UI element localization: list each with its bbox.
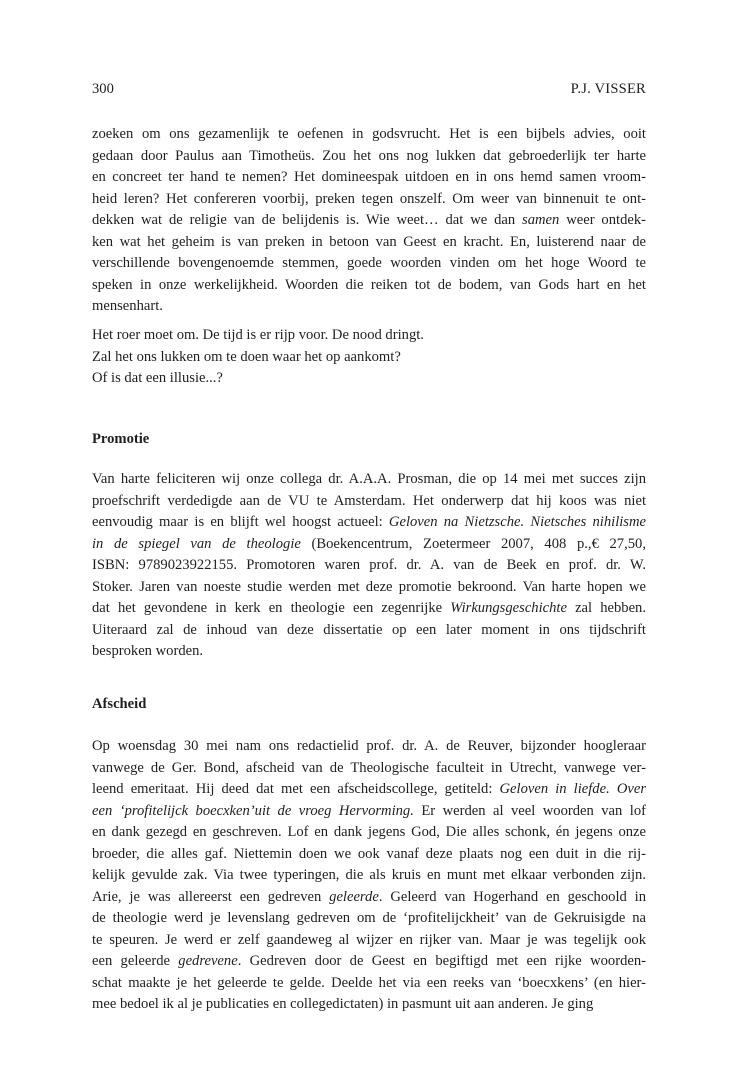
running-header-author: P.J. VISSER	[570, 81, 646, 97]
italic-text: gedrevene	[178, 953, 238, 969]
text-run: Arie, je was allereerst een gedreven	[92, 888, 330, 905]
italic-text: in de spiegel van de theologie	[92, 535, 301, 552]
afscheid-paragraph-line: broeder, die alles gaf. Niettemin doen we ook vanaf deze plaats nog een duit in die rij-	[92, 845, 646, 862]
closing-line: Het roer moet om. De tijd is er rijp voor. De nood dringt.	[92, 327, 424, 343]
section-heading-afscheid: Afscheid	[92, 696, 147, 712]
intro-paragraph-line: zoeken om ons gezamenlijk te oefenen in godsvrucht. Het is een bijbels advies, ooit	[92, 126, 646, 142]
afscheid-paragraph-line: schat maakte je het geleerde te gelde. Deelde het via een reeks van ‘boecxkens’ (en hier-	[92, 974, 646, 991]
italic-text: Wirkungsgeschichte	[450, 600, 567, 616]
afscheid-paragraph-line: en dank gezegd en geschreven. Lof en dank jegens God, Die alles schonk, én jegens onze	[92, 824, 646, 840]
afscheid-paragraph-line: vanwege de Ger. Bond, afscheid van de Theologische faculteit in Utrecht, vanwege ver-	[92, 759, 646, 776]
text-run: dat het gevondene in kerk en theologie een zegenrijke	[92, 600, 451, 616]
promotie-paragraph-line: Stoker. Jaren van noeste studie werden met deze promotie bekroond. Van harte hopen we	[92, 578, 646, 595]
text-run: . Gedreven door de Geest en begiftigd met een rijke woorden-	[237, 953, 647, 969]
italic-text: geleerde	[329, 888, 379, 905]
intro-paragraph-line: verschillende bovengenoemde stemmen, goede woorden vinden om het hoge Woord te	[92, 255, 646, 271]
text-run: Er werden al veel woorden van lof	[413, 802, 646, 819]
intro-paragraph-line: mensenhart.	[92, 298, 163, 314]
italic-text: Geloven in liefde. Over	[499, 781, 647, 797]
intro-paragraph-line: speken in onze werkelijkheid. Woorden die reiken tot de bodem, van Gods hart en het	[92, 276, 646, 293]
italic-text: een ‘profitelijck boecxken’uit de vroeg Hervorming.	[92, 802, 414, 819]
text-run: . Geleerd van Hogerhand en geschoold in	[378, 888, 647, 905]
promotie-paragraph-line	[92, 513, 646, 531]
afscheid-paragraph-line	[92, 888, 646, 906]
afscheid-paragraph-line: kelijk gevulde zak. Via twee typeringen, die als kruis en munt met elkaar verbonden zijn.	[92, 867, 646, 883]
afscheid-paragraph-line: te speuren. Je werd er zelf gaandeweg al wijzer en rijker van. Maar je was tegelijk ook	[92, 931, 646, 948]
text-run: weer ontdek-	[559, 212, 646, 228]
italic-text: Geloven na Nietzsche. Nietsches nihilisme	[388, 514, 647, 530]
section-heading-promotie: Promotie	[92, 431, 150, 447]
text-run: een geleerde	[92, 953, 179, 969]
promotie-paragraph-line: proefschrift verdedigde aan de VU te Amsterdam. Het onderwerp dat hij koos was niet	[92, 492, 646, 509]
text-run: (Boekencentrum, Zoetermeer 2007, 408 p.,€ 27,50,	[300, 535, 646, 552]
promotie-paragraph-line	[92, 535, 646, 553]
promotie-paragraph-line: Uiteraard zal de inhoud van deze dissertatie op een later moment in ons tijdschrift	[92, 621, 646, 638]
afscheid-paragraph-line: de theologie werd je levenslang gedreven om de ‘profitelijckheit’ van de Gekruisigde na	[92, 910, 646, 926]
afscheid-paragraph-line	[92, 802, 646, 820]
afscheid-paragraph-line	[92, 952, 646, 970]
closing-line: Of is dat een illusie...?	[92, 370, 223, 386]
intro-paragraph-line: heid leren? Het confereren voorbij, preken tegen onszelf. Om weer van binnenuit te ont-	[92, 190, 646, 207]
intro-paragraph-line: ken wat het geheim is van preken in betoon van Geest en kracht. En, luisterend naar de	[92, 233, 646, 250]
promotie-paragraph-line	[92, 599, 646, 617]
text-run: dekken wat de religie van de belijdenis is. Wie weet… dat we dan	[92, 212, 523, 228]
text-run: eenvoudig maar is en blijft wel hoogst actueel:	[92, 514, 389, 530]
text-run: zal hebben.	[566, 600, 646, 616]
promotie-paragraph-line: ISBN: 9789023922155. Promotoren waren prof. dr. A. van de Beek en prof. dr. W.	[92, 557, 646, 573]
intro-paragraph-line	[92, 211, 646, 229]
afscheid-paragraph-line: Op woensdag 30 mei nam ons redactielid prof. dr. A. de Reuver, bijzonder hoogleraar	[92, 738, 646, 754]
afscheid-paragraph-line	[92, 780, 646, 798]
text-run: leend emeritaat. Hij deed dat met een afscheidscollege, getiteld:	[92, 781, 500, 797]
intro-paragraph-line: gedaan door Paulus aan Timotheüs. Zou het ons nog lukken dat gebroederlijk ter harte	[92, 147, 646, 164]
promotie-paragraph-line: Van harte feliciteren wij onze collega dr. A.A.A. Prosman, die op 14 mei met succes zijn	[92, 471, 646, 487]
afscheid-paragraph-line: mee bedoel ik al je publicaties en collegedictaten) in pasmunt uit aan anderen. Je ging	[92, 996, 594, 1012]
intro-paragraph-line: en concreet ter hand te nemen? Het domineespak uitdoen en in ons hemd samen vroom-	[92, 169, 646, 185]
page-number: 300	[92, 81, 114, 97]
italic-text: samen	[522, 212, 560, 228]
closing-line: Zal het ons lukken om te doen waar het op aankomt?	[92, 348, 401, 365]
promotie-paragraph-line: besproken worden.	[92, 643, 204, 659]
